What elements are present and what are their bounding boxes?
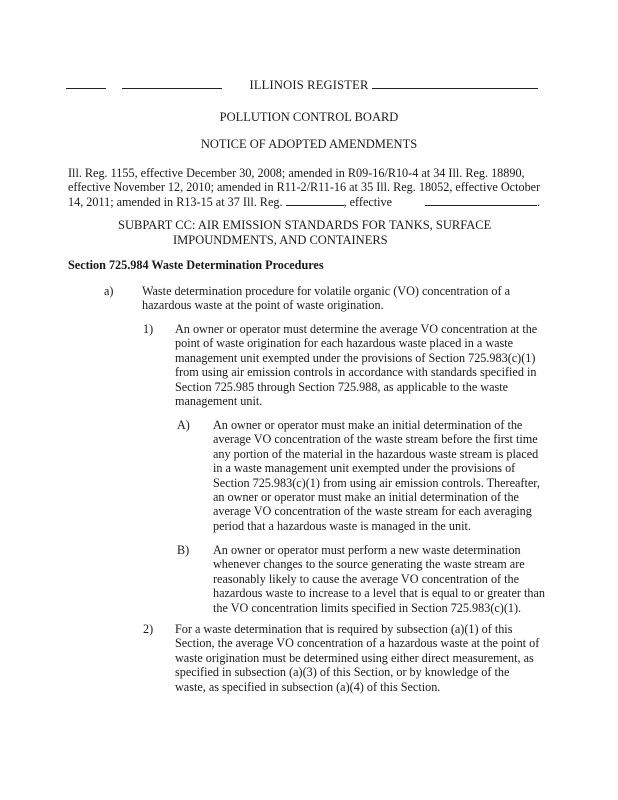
register-title: ILLINOIS REGISTER	[249, 78, 369, 92]
item-a1A-line: average VO concentration of the waste stream before the first time	[213, 432, 538, 447]
item-a1-line: management unit exempted under the provisions of Section 725.983(c)(1)	[175, 350, 536, 365]
history-line-1: Ill. Reg. 1155, effective December 30, 2008; amended in R09-16/R10-4 at 34 Ill. Reg. 18890,	[68, 166, 525, 180]
item-a1A-line: an owner or operator must make an initial determination of the	[213, 490, 519, 505]
item-a1B-line: An owner or operator must perform a new waste determination	[213, 543, 521, 557]
item-a-line-2: hazardous waste at the point of waste origination.	[142, 298, 384, 313]
item-a1A-line: Section 725.983(c)(1) from using air emission controls. Thereafter,	[213, 475, 540, 490]
item-a2-text	[175, 622, 547, 694]
item-a1-line: point of waste origination for each hazardous waste placed in a waste	[175, 336, 514, 351]
register-volume-blank	[286, 195, 344, 206]
item-a1A-label: A)	[177, 418, 190, 432]
item-a-text	[142, 284, 542, 313]
item-a1-text	[175, 322, 545, 408]
subpart-heading	[118, 218, 518, 247]
item-a1-line: from using air emission controls in accordance with standards specified in	[175, 365, 537, 380]
item-a1-line: An owner or operator must determine the average VO concentration at the	[175, 322, 538, 336]
item-a-line-1: Waste determination procedure for volatile organic (VO) concentration of a	[142, 284, 510, 298]
item-a1A-line: average VO concentration of the waste stream for each averaging	[213, 504, 532, 519]
item-a2-line: waste origination must be determined using either direct measurement, as	[175, 650, 534, 665]
item-a1A-line: any portion of the material in the hazardous waste stream is placed	[213, 446, 539, 461]
item-a-label: a)	[104, 284, 114, 298]
item-a1-line: management unit.	[175, 394, 263, 409]
effective-date-blank	[425, 195, 537, 206]
subpart-line-2: IMPOUNDMENTS, AND CONTAINERS	[173, 232, 388, 247]
item-a1-line: Section 725.985 through Section 725.988, as applicable to the waste	[175, 379, 509, 394]
item-a1B-line: whenever changes to the source generating the waste stream are	[213, 557, 525, 572]
notice-title: NOTICE OF ADOPTED AMENDMENTS	[200, 137, 418, 151]
history-line-3-end: .	[537, 194, 541, 209]
item-a2-line: specified in subsection (a)(3) of this Section, or by knowledge of the	[175, 665, 510, 680]
item-a1A-line: period that a hazardous waste is managed in the unit.	[213, 518, 471, 533]
item-a2-label: 2)	[143, 622, 154, 636]
board-title: POLLUTION CONTROL BOARD	[219, 110, 399, 124]
item-a2-line: For a waste determination that is required by subsection (a)(1) of this	[175, 622, 513, 636]
item-a1B-text	[213, 543, 545, 615]
history-line-3-mid: , effective	[343, 194, 393, 209]
item-a2-line: Section, the average VO concentration of a hazardous waste at the point of	[175, 636, 540, 651]
history-paragraph	[68, 166, 548, 209]
item-a1A-line: in a waste management unit exempted under the provisions of	[213, 461, 516, 476]
subpart-line-1: SUBPART CC: AIR EMISSION STANDARDS FOR TANKS, SURFACE	[118, 218, 492, 232]
item-a1B-line: the VO concentration limits specified in Section 725.983(c)(1).	[213, 600, 522, 615]
item-a1B-line: reasonably likely to cause the average VO concentration of the	[213, 571, 520, 586]
item-a1A-line: An owner or operator must make an initial determination of the	[213, 418, 523, 432]
item-a1A-text	[213, 418, 543, 533]
item-a2-line: waste, as specified in subsection (a)(4) of this Section.	[175, 679, 441, 694]
history-line-2: effective November 12, 2010; amended in R11-2/R11-16 at 35 Ill. Reg. 18052, effective October	[68, 180, 541, 195]
item-a1B-label: B)	[177, 543, 190, 557]
section-heading: Section 725.984 Waste Determination Procedures	[68, 258, 324, 272]
history-line-3-start: 14, 2011; amended in R13-15 at 37 Ill. Reg.	[68, 194, 283, 209]
item-a1-label: 1)	[143, 322, 154, 336]
history-line-3	[68, 195, 548, 209]
item-a1B-line: hazardous waste to increase to a level that is equal to or greater than	[213, 586, 545, 601]
